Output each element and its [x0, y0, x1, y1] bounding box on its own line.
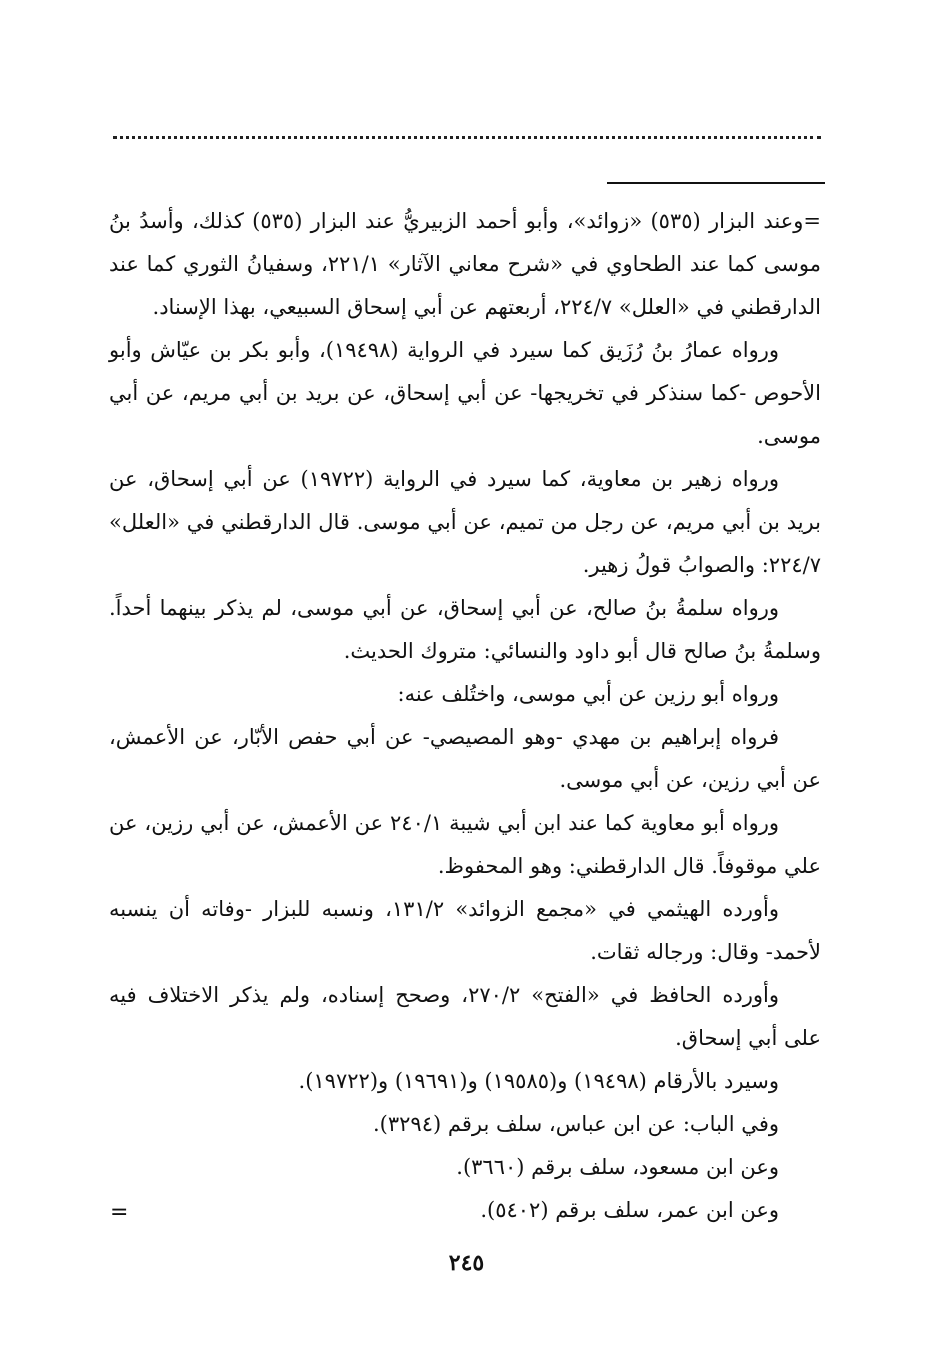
reference-line-4: وعن ابن عمر، سلف برقم (٥٤٠٢). — [480, 1198, 779, 1222]
paragraph-3: ورواه زهير بن معاوية، كما سيرد في الرواية (١٩٧٢٢) عن أبي إسحاق، عن بريد بن أبي مريم، عن رجل من تميم، عن أبي موسى. قال الدارقطني في «العلل» ٢٢٤/٧: والصوابُ قولُ زهير. — [109, 467, 821, 577]
footnote-rule — [607, 182, 825, 184]
reference-line-1: وسيرد بالأرقام (١٩٤٩٨) و(١٩٥٨٥) و(١٩٦٩١) و(١٩٧٢٢). — [298, 1069, 779, 1093]
reference-list — [109, 1060, 821, 1232]
paragraph-8: وأورده الهيثمي في «مجمع الزوائد» ١٣١/٢، ونسبه للبزار -وفاته أن ينسبه لأحمد- وقال: ورجاله ثقات. — [109, 897, 821, 964]
paragraph-4: ورواه سلمةُ بنُ صالح، عن أبي إسحاق، عن أبي موسى، لم يذكر بينهما أحداً. وسلمةُ بنُ صالح قال أبو داود والنسائي: متروك الحديث. — [109, 596, 821, 663]
reference-line-3: وعن ابن مسعود، سلف برقم (٣٦٦٠). — [456, 1155, 779, 1179]
paragraph-9: وأورده الحافظ في «الفتح» ٢٧٠/٢، وصحح إسناده، ولم يذكر الاختلاف فيه على أبي إسحاق. — [109, 983, 821, 1050]
paragraph-7: ورواه أبو معاوية كما عند ابن أبي شيبة ٢٤٠/١ عن الأعمش، عن أبي رزين، عن علي موقوفاً. قال الدارقطني: وهو المحفوظ. — [109, 811, 821, 878]
footnote-content — [109, 200, 821, 1232]
paragraph-6: فرواه إبراهيم بن مهدي -وهو المصيصي- عن أبي حفص الأبّار، عن الأعمش، عن أبي رزين، عن أبي موسى. — [109, 725, 821, 792]
dotted-separator — [113, 136, 821, 139]
paragraph-1: =وعند البزار (٥٣٥) «زوائد»، وأبو أحمد الزبيريُّ عند البزار (٥٣٥) كذلك، وأسدُ بنُ موسى كما عند الطحاوي في «شرح معاني الآثار» ٢٢١/١، وسفيانُ الثوري كما عند الدارقطني في «العلل» ٢٢٤/٧، أربعتهم عن أبي إسحاق السبيعي، بهذا الإسناد. — [109, 209, 821, 319]
page-number: ٢٤٥ — [448, 1250, 485, 1276]
continuation-mark: = — [110, 1200, 129, 1225]
paragraph-5: ورواه أبو رزين عن أبي موسى، واختُلف عنه: — [397, 682, 779, 706]
reference-line-2: وفي الباب: عن ابن عباس، سلف برقم (٣٢٩٤). — [372, 1112, 779, 1136]
paragraph-2: ورواه عمارُ بنُ رُزَيق كما سيرد في الرواية (١٩٤٩٨)، وأبو بكر بن عيّاش وأبو الأحوص -كما سنذكر في تخريجها- عن أبي إسحاق، عن بريد بن أبي مريم، عن أبي موسى. — [109, 338, 821, 448]
